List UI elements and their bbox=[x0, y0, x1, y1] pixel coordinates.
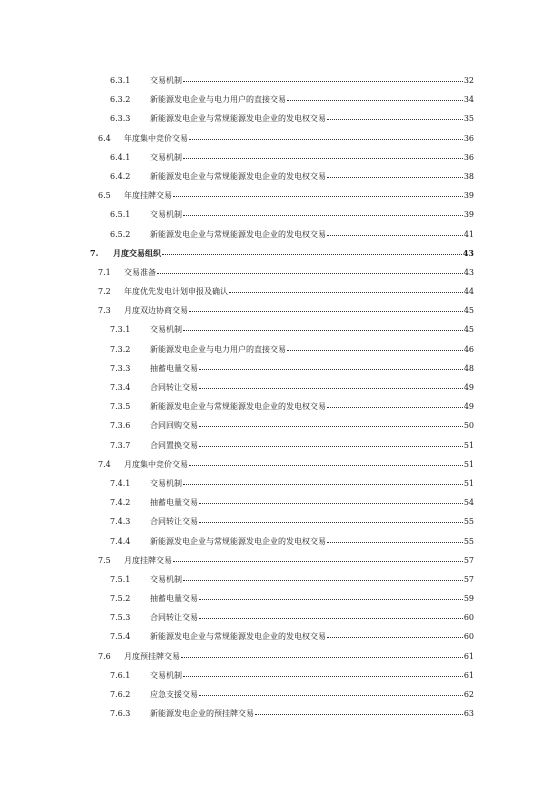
toc-entry-line bbox=[124, 301, 474, 320]
toc-entry-line bbox=[113, 244, 474, 263]
toc-entry-line bbox=[150, 512, 474, 531]
toc-entry-title: 新能源发电企业与电力用户的直接交易 bbox=[150, 95, 286, 105]
toc-entry-number: 6.5.1 bbox=[110, 210, 131, 220]
toc-entry[interactable] bbox=[0, 704, 560, 723]
toc-dot-leader bbox=[327, 235, 463, 236]
toc-entry[interactable] bbox=[0, 436, 560, 455]
toc-entry-page: 36 bbox=[463, 152, 474, 162]
toc-entry-line bbox=[150, 436, 474, 455]
toc-entry-number: 7.6.3 bbox=[110, 709, 131, 719]
toc-entry[interactable] bbox=[0, 244, 560, 263]
toc-entry-number: 7.3.4 bbox=[110, 383, 131, 392]
toc-dot-leader bbox=[162, 254, 462, 255]
toc-entry-title: 年度优先发电计划申报及确认 bbox=[124, 287, 228, 297]
toc-entry-page: 36 bbox=[463, 133, 474, 143]
toc-entry-page: 60 bbox=[463, 632, 474, 642]
toc-entry-page: 51 bbox=[463, 459, 474, 469]
toc-dot-leader bbox=[183, 158, 463, 159]
toc-entry-title: 新能源发电企业的预挂牌交易 bbox=[150, 709, 254, 719]
toc-entry-title: 抽蓄电量交易 bbox=[150, 594, 198, 604]
toc-entry-line bbox=[150, 493, 474, 512]
toc-entry-number: 7.3.2 bbox=[110, 344, 131, 354]
toc-dot-leader bbox=[183, 484, 463, 485]
toc-entry-line bbox=[124, 263, 474, 282]
toc-entry[interactable] bbox=[0, 109, 560, 128]
toc-dot-leader bbox=[327, 407, 463, 408]
toc-entry-title: 新能源发电企业与常规能源发电企业的发电权交易 bbox=[150, 114, 326, 124]
toc-entry-number: 7.4.3 bbox=[110, 517, 131, 527]
toc-entry-line bbox=[150, 608, 474, 627]
toc-entry-page: 32 bbox=[463, 76, 474, 85]
toc-entry-line bbox=[124, 129, 474, 148]
toc-entry-page: 51 bbox=[463, 478, 474, 488]
toc-entry-page: 48 bbox=[463, 363, 474, 373]
toc-entry-title: 应急支援交易 bbox=[150, 690, 198, 699]
toc-entry-number: 7.4 bbox=[98, 459, 111, 469]
toc-dot-leader bbox=[189, 311, 463, 312]
toc-entry-page: 45 bbox=[463, 306, 474, 316]
toc-entry-line bbox=[150, 320, 474, 339]
table-of-contents bbox=[0, 71, 560, 723]
toc-entry[interactable] bbox=[0, 301, 560, 320]
toc-entry[interactable] bbox=[0, 378, 560, 397]
toc-entry-page: 49 bbox=[463, 383, 474, 392]
toc-dot-leader bbox=[183, 330, 463, 331]
toc-entry-line bbox=[150, 378, 474, 397]
toc-entry-title: 年度集中竞价交易 bbox=[124, 133, 188, 143]
toc-dot-leader bbox=[183, 676, 463, 677]
toc-entry-number: 7.3 bbox=[98, 306, 111, 316]
toc-entry[interactable] bbox=[0, 608, 560, 627]
toc-entry-page: 63 bbox=[463, 709, 474, 719]
toc-entry-page: 57 bbox=[463, 574, 474, 584]
toc-entry-line bbox=[150, 704, 474, 723]
toc-entry-page: 43 bbox=[462, 247, 474, 258]
toc-dot-leader bbox=[157, 273, 463, 274]
toc-entry-page: 35 bbox=[463, 114, 474, 124]
toc-entry[interactable] bbox=[0, 666, 560, 685]
toc-entry-number: 7.6.2 bbox=[110, 690, 131, 699]
toc-entry-number: 7.6.1 bbox=[110, 670, 131, 680]
toc-dot-leader bbox=[327, 177, 463, 178]
toc-entry[interactable] bbox=[0, 167, 560, 186]
toc-entry[interactable] bbox=[0, 129, 560, 148]
toc-entry-number: 7.3.1 bbox=[110, 325, 131, 335]
toc-dot-leader bbox=[183, 215, 463, 216]
toc-entry-line bbox=[150, 225, 474, 244]
toc-entry-line bbox=[150, 340, 474, 359]
toc-entry-title: 合同转让交易 bbox=[150, 383, 198, 392]
toc-dot-leader bbox=[287, 350, 463, 351]
toc-entry-number: 6.3.3 bbox=[110, 114, 131, 124]
toc-entry-number: 7.5.1 bbox=[110, 574, 131, 584]
toc-dot-leader bbox=[199, 522, 463, 523]
toc-entry-number: 7.3.5 bbox=[110, 402, 131, 412]
toc-entry[interactable] bbox=[0, 148, 560, 167]
toc-entry-number: 6.4.2 bbox=[110, 171, 131, 181]
toc-entry-page: 38 bbox=[463, 171, 474, 181]
toc-dot-leader bbox=[189, 139, 463, 140]
toc-entry-title: 新能源发电企业与常规能源发电企业的发电权交易 bbox=[150, 229, 326, 239]
toc-entry-title: 新能源发电企业与电力用户的直接交易 bbox=[150, 344, 286, 354]
toc-entry-title: 交易机制 bbox=[150, 210, 182, 220]
toc-entry-title: 交易机制 bbox=[150, 152, 182, 162]
toc-dot-leader bbox=[189, 465, 463, 466]
toc-entry[interactable] bbox=[0, 455, 560, 474]
toc-entry-line bbox=[150, 397, 474, 416]
toc-entry-title: 月度预挂牌交易 bbox=[124, 651, 180, 661]
toc-entry-title: 新能源发电企业与常规能源发电企业的发电权交易 bbox=[150, 402, 326, 412]
toc-dot-leader bbox=[199, 503, 463, 504]
toc-entry-line bbox=[150, 666, 474, 685]
toc-entry-page: 51 bbox=[463, 440, 474, 450]
toc-entry-line bbox=[124, 282, 474, 301]
toc-entry-title: 交易机制 bbox=[150, 325, 182, 335]
toc-entry-page: 43 bbox=[463, 267, 474, 277]
toc-entry-line bbox=[124, 186, 474, 205]
toc-dot-leader bbox=[327, 119, 463, 120]
toc-entry-title: 新能源发电企业与常规能源发电企业的发电权交易 bbox=[150, 632, 326, 642]
toc-entry-title: 新能源发电企业与常规能源发电企业的发电权交易 bbox=[150, 536, 326, 546]
toc-entry-page: 55 bbox=[463, 536, 474, 546]
toc-entry-number: 7.5.3 bbox=[110, 613, 131, 623]
toc-entry-line bbox=[124, 455, 474, 474]
toc-dot-leader bbox=[183, 580, 463, 581]
toc-entry-title: 合同置换交易 bbox=[150, 440, 198, 450]
toc-entry-line bbox=[124, 551, 474, 570]
toc-entry[interactable] bbox=[0, 627, 560, 646]
toc-entry-number: 7.3.7 bbox=[110, 440, 131, 450]
toc-entry-line bbox=[150, 570, 474, 589]
toc-entry-number: 7.3.3 bbox=[110, 363, 131, 373]
toc-dot-leader bbox=[287, 100, 463, 101]
toc-entry-title: 新能源发电企业与常规能源发电企业的发电权交易 bbox=[150, 171, 326, 181]
toc-entry-page: 54 bbox=[463, 498, 474, 508]
toc-entry[interactable] bbox=[0, 205, 560, 224]
toc-dot-leader bbox=[181, 657, 463, 658]
toc-entry-number: 7.4.2 bbox=[110, 498, 131, 508]
toc-entry[interactable] bbox=[0, 474, 560, 493]
toc-entry-line bbox=[150, 416, 474, 435]
toc-entry-page: 39 bbox=[463, 210, 474, 220]
toc-entry-page: 60 bbox=[463, 613, 474, 623]
toc-entry-line bbox=[150, 167, 474, 186]
toc-entry-number: 6.5 bbox=[98, 191, 111, 201]
toc-entry-title: 交易准备 bbox=[124, 267, 156, 277]
toc-dot-leader bbox=[173, 196, 463, 197]
toc-entry-title: 交易机制 bbox=[150, 76, 182, 85]
toc-entry[interactable] bbox=[0, 90, 560, 109]
toc-entry-number: 7.5.2 bbox=[110, 594, 131, 604]
toc-entry-line bbox=[124, 647, 474, 666]
toc-entry-line bbox=[150, 474, 474, 493]
toc-entry-line bbox=[150, 627, 474, 646]
toc-entry-title: 交易机制 bbox=[150, 478, 182, 488]
toc-entry-number: 6.3.2 bbox=[110, 95, 131, 105]
toc-entry-title: 合同转让交易 bbox=[150, 613, 198, 623]
toc-entry-number: 7.1 bbox=[98, 267, 111, 277]
toc-entry[interactable] bbox=[0, 570, 560, 589]
toc-dot-leader bbox=[173, 561, 463, 562]
toc-entry[interactable] bbox=[0, 359, 560, 378]
toc-entry[interactable] bbox=[0, 282, 560, 301]
toc-entry-page: 46 bbox=[463, 344, 474, 354]
toc-entry-line bbox=[150, 90, 474, 109]
toc-entry[interactable] bbox=[0, 71, 560, 90]
toc-entry-page: 61 bbox=[463, 670, 474, 680]
toc-entry-line bbox=[150, 148, 474, 167]
toc-dot-leader bbox=[327, 637, 463, 638]
toc-entry[interactable] bbox=[0, 493, 560, 512]
toc-entry-number: 7.6 bbox=[98, 651, 111, 661]
toc-entry-number: 7.4.1 bbox=[110, 478, 131, 488]
toc-entry-page: 34 bbox=[463, 95, 474, 105]
toc-dot-leader bbox=[199, 388, 463, 389]
toc-entry-page: 57 bbox=[463, 555, 474, 565]
toc-entry-title: 月度交易组织 bbox=[113, 247, 161, 258]
toc-entry-number: 6.4 bbox=[98, 133, 111, 143]
toc-dot-leader bbox=[327, 542, 463, 543]
toc-entry[interactable] bbox=[0, 532, 560, 551]
toc-entry-title: 合同转让交易 bbox=[150, 517, 198, 527]
toc-entry[interactable] bbox=[0, 225, 560, 244]
toc-entry[interactable] bbox=[0, 551, 560, 570]
toc-entry-title: 月度双边协商交易 bbox=[124, 306, 188, 316]
toc-entry-title: 交易机制 bbox=[150, 574, 182, 584]
toc-entry-page: 61 bbox=[463, 651, 474, 661]
toc-entry-line bbox=[150, 589, 474, 608]
toc-entry[interactable] bbox=[0, 685, 560, 704]
toc-entry-number: 7.5.4 bbox=[110, 632, 131, 642]
toc-entry-page: 62 bbox=[463, 690, 474, 699]
toc-dot-leader bbox=[199, 618, 463, 619]
toc-entry[interactable] bbox=[0, 320, 560, 339]
toc-dot-leader bbox=[199, 426, 463, 427]
toc-entry-page: 59 bbox=[463, 594, 474, 604]
toc-entry-page: 44 bbox=[463, 287, 474, 297]
toc-entry-title: 交易机制 bbox=[150, 670, 182, 680]
toc-dot-leader bbox=[199, 369, 463, 370]
toc-entry[interactable] bbox=[0, 512, 560, 531]
toc-entry[interactable] bbox=[0, 416, 560, 435]
toc-entry[interactable] bbox=[0, 397, 560, 416]
toc-entry-line bbox=[150, 359, 474, 378]
toc-dot-leader bbox=[183, 81, 463, 82]
toc-entry-line bbox=[150, 71, 474, 90]
toc-entry-title: 抽蓄电量交易 bbox=[150, 363, 198, 373]
toc-entry-number: 7. bbox=[90, 247, 99, 258]
toc-dot-leader bbox=[229, 292, 463, 293]
toc-entry[interactable] bbox=[0, 340, 560, 359]
toc-entry-number: 7.4.4 bbox=[110, 536, 131, 546]
toc-entry-number: 6.5.2 bbox=[110, 229, 131, 239]
toc-entry-title: 月度集中竞价交易 bbox=[124, 459, 188, 469]
toc-entry-line bbox=[150, 205, 474, 224]
toc-entry-title: 抽蓄电量交易 bbox=[150, 498, 198, 508]
toc-entry[interactable] bbox=[0, 589, 560, 608]
toc-dot-leader bbox=[255, 714, 463, 715]
toc-dot-leader bbox=[199, 446, 463, 447]
toc-entry-line bbox=[150, 685, 474, 704]
toc-entry-number: 6.4.1 bbox=[110, 152, 131, 162]
toc-dot-leader bbox=[199, 695, 463, 696]
toc-entry-page: 49 bbox=[463, 402, 474, 412]
toc-entry-line bbox=[150, 532, 474, 551]
toc-entry-number: 7.5 bbox=[98, 555, 111, 565]
toc-entry-number: 7.2 bbox=[98, 287, 111, 297]
toc-entry-page: 55 bbox=[463, 517, 474, 527]
toc-entry-title: 月度挂牌交易 bbox=[124, 555, 172, 565]
toc-entry[interactable] bbox=[0, 647, 560, 666]
toc-entry[interactable] bbox=[0, 186, 560, 205]
toc-entry-page: 41 bbox=[463, 229, 474, 239]
toc-entry-page: 45 bbox=[463, 325, 474, 335]
toc-entry-page: 39 bbox=[463, 191, 474, 201]
toc-dot-leader bbox=[199, 599, 463, 600]
toc-entry-title: 合同回购交易 bbox=[150, 421, 198, 431]
toc-entry-title: 年度挂牌交易 bbox=[124, 191, 172, 201]
toc-entry-line bbox=[150, 109, 474, 128]
toc-entry-page: 50 bbox=[463, 421, 474, 431]
toc-entry-number: 6.3.1 bbox=[110, 76, 131, 85]
toc-entry[interactable] bbox=[0, 263, 560, 282]
toc-entry-number: 7.3.6 bbox=[110, 421, 131, 431]
